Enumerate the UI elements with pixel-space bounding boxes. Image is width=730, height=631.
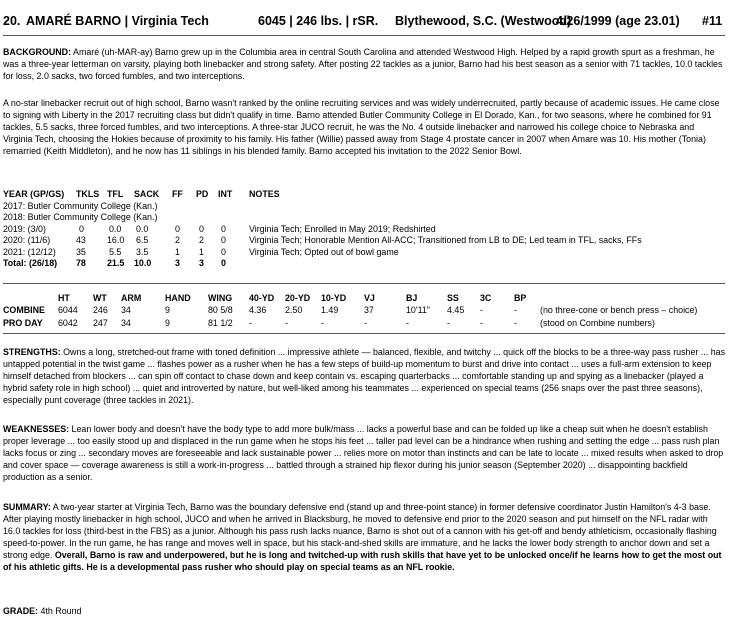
summary-conclusion: Overall, Barno is raw and underpowered, but he is long and twitched-up with rush skills that have yet to be unlocked once/if he learns how to get the most out of his athletic gifts. He is a developmental pass rusher who should play on special teams as an NFL rookie.	[3, 550, 722, 573]
stats-divider	[3, 283, 725, 284]
grade-line	[3, 605, 725, 617]
height-weight-class: 6045 | 246 lbs. | rSR.	[258, 14, 379, 28]
combine-divider	[3, 333, 725, 334]
jersey-number: #11	[702, 14, 723, 28]
summary-label: SUMMARY:	[3, 502, 51, 512]
weaknesses-paragraph: WEAKNESSES: Lean lower body and doesn't have the body type to add more bulk/mass ... lacks a powerful base and can be folded up like a cheap suit when he doesn't establish proper leverage ... too easily stood up and displaced in the run game when he stops his feet ... taller pad level can be a hindrance when rushing and setting the edge ... pass rush plan lacks focus or zing ... secondary moves are foreseeable and lack sustainable power ... relies more on motor than instincts and can be late to locate ... mixed results when asked to drop and cover space — coverage awareness is still a work-in-progress ... battled through a strained hip flexor during his junior season (September 2020) ... disappointing backfield production as a senior.	[3, 424, 724, 483]
combine-table	[3, 292, 725, 329]
rank: 20.	[3, 14, 21, 28]
stats-header-row: YEAR (GP/GS) TKLS TFL SACK FF PD INT NOTES	[3, 189, 280, 199]
prospect-name-school: AMARÉ BARNO | Virginia Tech	[26, 14, 209, 28]
combine-row: COMBINE 6044 246 34 9 80 5/8 4.36 2.50 1.49 37 10'11" 4.45 - - (no three-cone or bench press – choice)	[3, 305, 698, 316]
stats-row: 2019: (3/0) 0 0.0 0.0 0 0 0 Virginia Tech; Enrolled in May 2019; Redshirted	[3, 223, 436, 234]
stats-row: 2021: (12/12) 35 5.5 3.5 1 1 0 Virginia Tech; Opted out of bowl game	[3, 246, 399, 257]
stats-row: 2020: (11/6) 43 16.0 6.5 2 2 0 Virginia Tech; Honorable Mention All-ACC; Transitioned from LB to DE; Led team in TFL, sacks, FFs	[3, 235, 642, 245]
summary-paragraph: SUMMARY: A two-year starter at Virginia Tech, Barno was the boundary defensive end (stand up and three-point stance) in former defensive coordinator Justin Hamilton's 4-3 base. After playing mostly linebacker in high school, JUCO and when he arrived in Blacksburg, he moved to defensive end prior to the 2020 season and put himself on the NFL radar with 16.0 tackles for loss (third-best in the FBS) as a junior. Although his pass rush lacks nuance, Barno is shot out of a cannon with his get-off and bendy athleticism, occasionally flashing speed-to-power. In the run game, he has range and moves well in space, but his stack-and-shed skills are immature, and he lacks the lower body strength to anchor down and set a strong edge. Overall, Barno is raw and underpowered, but he is long and twitched-up with rush skills that have yet to be unlocked once/if he learns how to get the most out of his athletic gifts. He is a developmental pass rusher who should play on special teams as an NFL rookie.	[3, 502, 722, 573]
hometown: Blythewood, S.C. (Westwood)	[395, 14, 572, 28]
strengths-paragraph: STRENGTHS: Owns a long, stretched-out frame with toned definition ... impressive athlete — balanced, flexible, and twitchy ... quick off the blocks to be a three-way pass rusher ... has untapped potential in the twist game ... flashes power as a rusher when he has a few steps of build-up momentum to burst and drive into contact ... uses a full-arm extension to keep himself detached from blockers ... can spin off contact to chase down and keep contain vs. escaping quarterbacks ... comfortable standing up and spying as a linebacker (played a hybrid safety role in high school) ... quiet and introverted by nature, but well-liked among his teammates ... experienced on special teams (256 snaps over the past three seasons), especially punt coverage (three tackles in 2021).	[3, 347, 726, 406]
stats-total-row: Total: (26/18) 78 21.5 10.0 3 3 0	[3, 258, 226, 268]
strengths-label: STRENGTHS:	[3, 347, 61, 357]
background-paragraph-1: BACKGROUND: Amaré (uh-MAR-ay) Barno grew up in the Columbia area in central South Carolina and attended Westwood High. Helped by a rapid growth spurt as a freshman, he was a three-year letterman on varsity, playing both linebacker and strong safety. After posting 22 tackles as a junior, Barno had his best season as a senior with 71 tackles, 10.0 tackles for loss, 2.0 sacks, two forced fumbles, and two interceptions.	[3, 47, 723, 82]
grade-label: GRADE:	[3, 606, 39, 616]
weaknesses-label: WEAKNESSES:	[3, 424, 70, 434]
background-paragraph-2: A no-star linebacker recruit out of high school, Barno wasn't ranked by the online recruiting services and was widely underrecruited, partly because of academic issues. He came close to signing with Liberty in the 2017 recruiting class but didn't qualify in time. Barno attended Butler Community College in El Dorado, Kan., for two seasons, where he combined for 91 tackles, 5.5 sacks, three forced fumbles, and two interceptions. A three-star JUCO recruit, he was the No. 4 outside linebacker and narrowed his college choice to Nebraska and Virginia Tech, choosing the Hokies because of proximity to his family. His father (Willie) passed away from Stage 4 prostate cancer in 2007 when Amare was 10. His mother (Tonia) remarried (Keith Middleton), and he now has 11 siblings in his blended family. Barno accepted his invitation to the 2022 Senior Bowl.	[3, 98, 720, 157]
jc-row: 2018: Butler Community College (Kan.)	[3, 212, 158, 222]
header-divider	[3, 35, 725, 36]
date-of-birth: 4/26/1999 (age 23.01)	[556, 14, 680, 28]
prospect-header	[3, 11, 725, 33]
jc-row: 2017: Butler Community College (Kan.)	[3, 200, 158, 211]
background-label: BACKGROUND:	[3, 47, 72, 57]
combine-row: PRO DAY 6042 247 34 9 81 1/2 - - - - - - - - (stood on Combine numbers)	[3, 317, 655, 328]
stats-table	[3, 188, 725, 269]
grade-value: 4th Round	[38, 606, 82, 616]
combine-header-row: HT WT ARM HAND WING 40-YD 20-YD 10-YD VJ BJ SS 3C BP	[58, 293, 527, 303]
